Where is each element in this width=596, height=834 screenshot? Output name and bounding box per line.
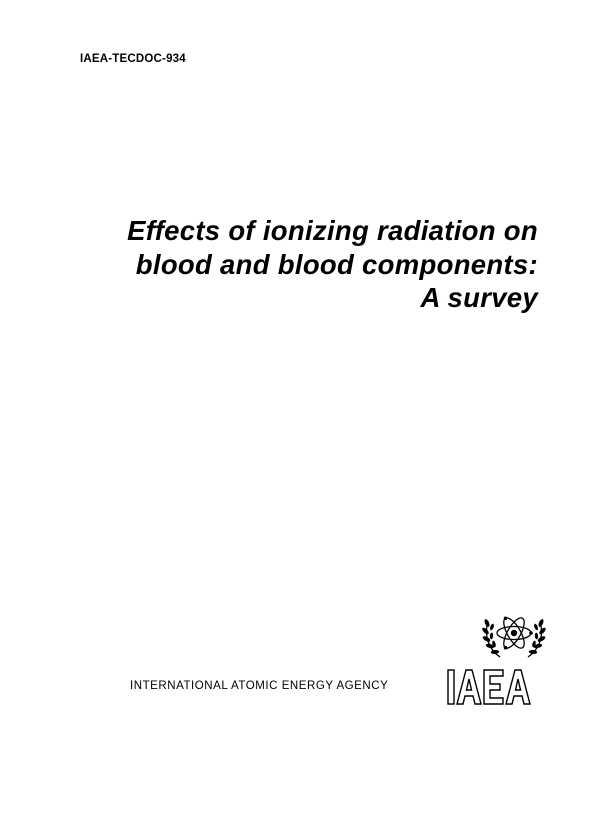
- title-line: blood and blood components:: [135, 248, 538, 280]
- iaea-logotype: [446, 669, 542, 705]
- document-number: IAEA-TECDOC-934: [80, 53, 186, 65]
- title-line: A survey: [420, 282, 538, 313]
- atom-with-laurel-wreath-icon: [478, 605, 550, 661]
- publisher-name: INTERNATIONAL ATOMIC ENERGY AGENCY: [130, 680, 389, 692]
- title-line: Effects of ionizing radiation on: [127, 215, 538, 246]
- document-title: [68, 214, 538, 315]
